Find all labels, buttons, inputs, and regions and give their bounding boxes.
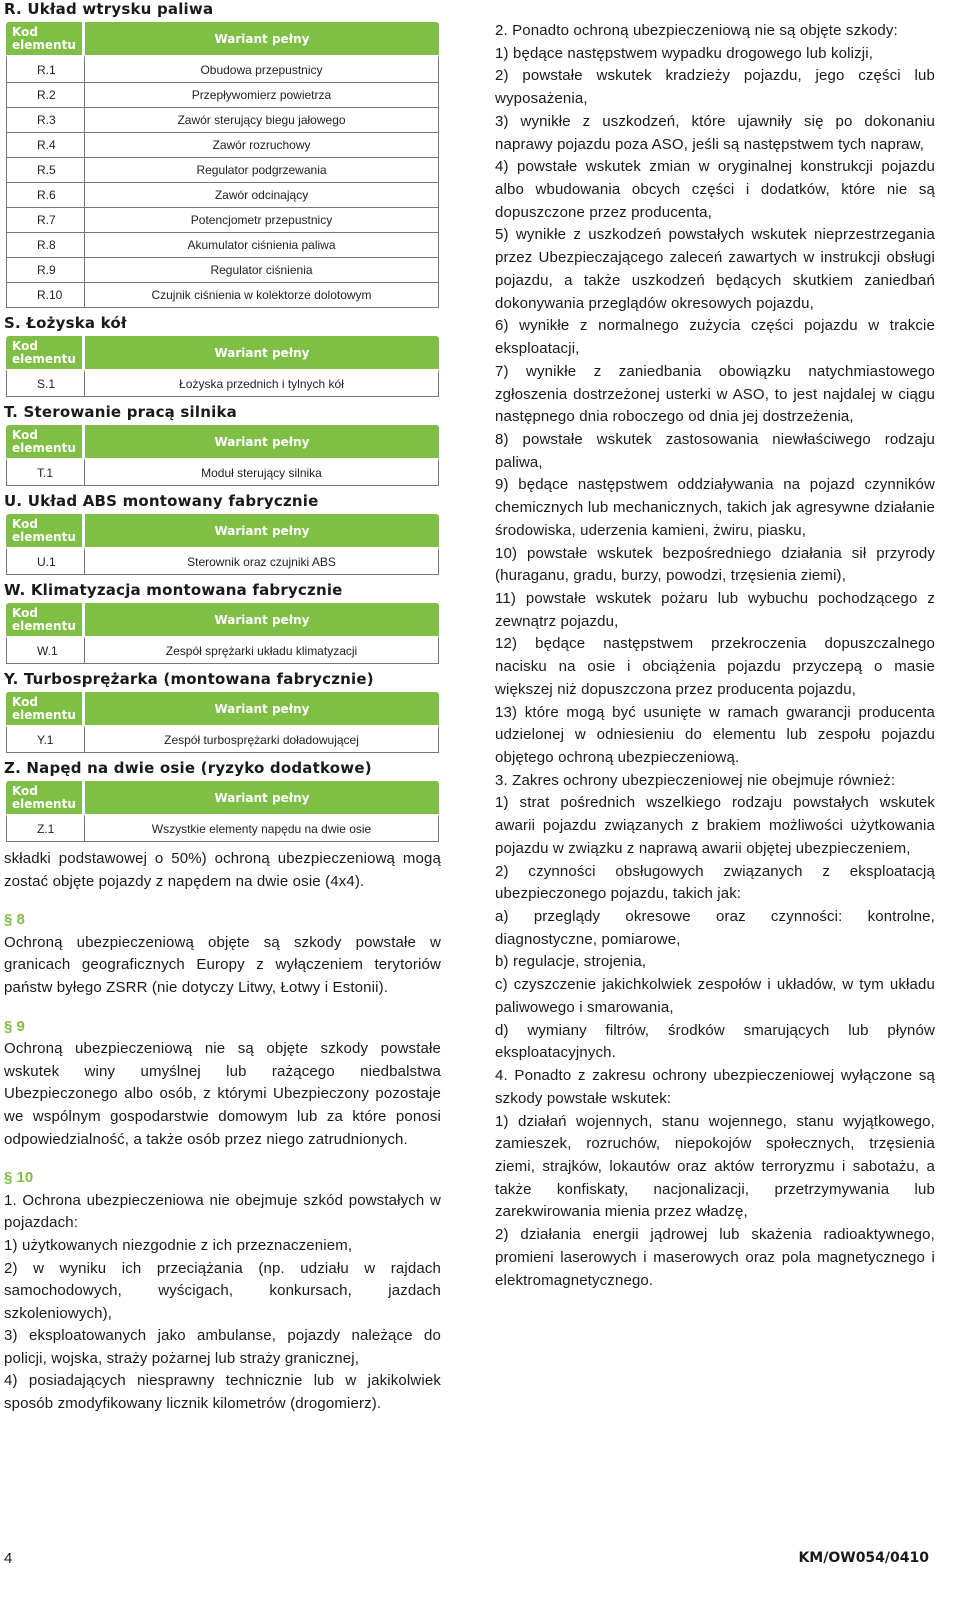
element-name: Regulator podgrzewania (85, 158, 439, 183)
element-code: R.8 (6, 233, 85, 258)
clause-item: 2) powstałe wskutek kradzieży pojazdu, jego części lub wyposażenia, (495, 67, 935, 108)
element-name: Zespół sprężarki układu klimatyzacji (85, 636, 439, 664)
section-title: Z. Napęd na dwie osie (ryzyko dodatkowe) (4, 759, 372, 777)
table-row (6, 547, 439, 575)
element-name: Regulator ciśnienia (85, 258, 439, 283)
clause-item: 4) powstałe wskutek zmian w oryginalnej konstrukcji pojazdu albo wbudowania obcych części i dodatków, które nie są dopuszczone przez producenta, (495, 158, 935, 221)
element-name: Zawór rozruchowy (85, 133, 439, 158)
table-row (6, 458, 439, 486)
element-name: Akumulator ciśnienia paliwa (85, 233, 439, 258)
table-header-row (6, 22, 439, 55)
element-name: Sterownik oraz czujniki ABS (85, 547, 439, 575)
section-8-symbol: § 8 (4, 911, 25, 929)
section-title: Y. Turbosprężarka (montowana fabrycznie) (4, 670, 374, 688)
table-header-row (6, 336, 439, 369)
element-code: R.2 (6, 83, 85, 108)
variant-table (6, 603, 439, 664)
element-code: Z.1 (6, 814, 85, 842)
element-name: Moduł sterujący silnika (85, 458, 439, 486)
clause-item: 12) będące następstwem przekroczenia dopuszczalnego nacisku na osie i obciążenia pojazdu przyczepą o masie większej niż dopuszczona przez producenta pojazdu, (495, 635, 935, 698)
variant-table (6, 425, 439, 486)
element-name: Wszystkie elementy napędu na dwie osie (85, 814, 439, 842)
variant-table (6, 692, 439, 753)
table-row (6, 725, 439, 753)
table-row (6, 55, 439, 83)
table-header-row (6, 514, 439, 547)
table-row (6, 183, 439, 208)
element-code: R.4 (6, 133, 85, 158)
element-code: R.7 (6, 208, 85, 233)
section-10-item: 1. Ochrona ubezpieczeniowa nie obejmuje szkód powstałych w pojazdach: (4, 1191, 441, 1232)
section-10-list (4, 1190, 441, 1416)
variant-table (6, 336, 439, 397)
element-name: Zawór odcinający (85, 183, 439, 208)
clause-item: b) regulacje, strojenia, (495, 953, 647, 971)
header-code: Kod elementu (6, 22, 85, 55)
clause-item: 9) będące następstwem oddziaływania na pojazd czynników chemicznych lub mechanicznych, takich jak agresywne działanie środowiska, uderzenia kamieni, żwiru, piasku, (495, 476, 935, 539)
clause-item: 6) wynikłe z normalnego zużycia części pojazdu w trakcie eksploatacji, (495, 317, 935, 358)
header-variant: Wariant pełny (85, 781, 439, 814)
header-variant: Wariant pełny (85, 425, 439, 458)
clause-item: 13) które mogą być usunięte w ramach gwarancji producenta udzielonej w odniesieniu do elementu lub zespołu pojazdu objętego ochroną ubezpieczeniową. (495, 703, 935, 766)
element-code: R.6 (6, 183, 85, 208)
left-text (4, 848, 441, 1416)
tables-container (4, 0, 441, 842)
header-variant: Wariant pełny (85, 603, 439, 636)
element-code: Y.1 (6, 725, 85, 753)
element-name: Zawór sterujący biegu jałowego (85, 108, 439, 133)
clause-item: c) czyszczenie jakichkolwiek zespołów i układów, w tym układu paliwowego i smarowania, (495, 976, 935, 1016)
table-row (6, 369, 439, 397)
header-code: Kod elementu (6, 336, 85, 369)
element-name: Czujnik ciśnienia w kolektorze dolotowym (85, 283, 439, 308)
clause-item: 4. Ponadto z zakresu ochrony ubezpieczeniowej wyłączone są szkody powstałe wskutek: (495, 1067, 935, 1107)
left-column (4, 0, 441, 1416)
variant-table (6, 781, 439, 842)
table-header-row (6, 425, 439, 458)
table-row (6, 208, 439, 233)
element-name: Zespół turbosprężarki doładowującej (85, 725, 439, 753)
clause-item: 3. Zakres ochrony ubezpieczeniowej nie obejmuje również: (495, 771, 896, 789)
element-code: R.9 (6, 258, 85, 283)
table-row (6, 233, 439, 258)
table-row (6, 636, 439, 664)
element-name: Potencjometr przepustnicy (85, 208, 439, 233)
clause-item: a) przeglądy okresowe oraz czynności: kontrolne, diagnostyczne, pomiarowe, (495, 908, 935, 948)
table-row (6, 108, 439, 133)
clause-item: 10) powstałe wskutek bezpośredniego działania sił przyrody (huraganu, gradu, burzy, powodzi, trzęsienia ziemi), (495, 544, 935, 585)
section-8-text: Ochroną ubezpieczeniową objęte są szkody powstałe w granicach geograficznych Europy z wyłączeniem terytoriów państw byłego ZSRR (nie dotyczy Litwy, Łotwy i Estonii). (4, 933, 441, 996)
clause-item: 1) strat pośrednich wszelkiego rodzaju powstałych wskutek awarii pojazdu związanych z brakiem możliwości użytkowania pojazdu w związku z naprawą awarii objętej ubezpieczeniem, (495, 794, 935, 857)
table-row (6, 133, 439, 158)
element-name: Łożyska przednich i tylnych kół (85, 369, 439, 397)
section-10-symbol: § 10 (4, 1169, 34, 1187)
element-code: S.1 (6, 369, 85, 397)
header-variant: Wariant pełny (85, 22, 439, 55)
clause-item: 11) powstałe wskutek pożaru lub wybuchu pochodzącego z zewnątrz pojazdu, (495, 589, 935, 630)
header-code: Kod elementu (6, 781, 85, 814)
clause-item: 2) czynności obsługowych związanych z eksploatacją ubezpieczonego pojazdu, takich jak: (495, 862, 935, 903)
right-column (495, 20, 935, 1292)
document-code: KM/OW054/0410 (798, 1550, 929, 1566)
header-code: Kod elementu (6, 692, 85, 725)
section-10-item: 1) użytkowanych niezgodnie z ich przeznaczeniem, (4, 1236, 353, 1254)
element-code: W.1 (6, 636, 85, 664)
header-code: Kod elementu (6, 425, 85, 458)
variant-table (6, 22, 439, 308)
element-code: R.3 (6, 108, 85, 133)
header-code: Kod elementu (6, 514, 85, 547)
table-row (6, 158, 439, 183)
section-9-text: Ochroną ubezpieczeniową nie są objęte szkody powstałe wskutek winy umyślnej lub rażącego niedbalstwa Ubezpieczonego albo osób, z którymi Ubezpieczony pozostaje we wspólnym gospodarstwie domowym lub za które ponosi odpowiedzialność, a także osób przez niego zatrudnionych. (4, 1040, 441, 1148)
clause-item: 1) działań wojennych, stanu wojennego, stanu wyjątkowego, zamieszek, rozruchów, niepokojów społecznych, trzęsienia ziemi, strajków, lokautów oraz aktów terroryzmu i sabotażu, a także konfiskaty, nacjonalizacji, przetrzymywania lub zarekwirowania mienia przez władzę, (495, 1112, 935, 1221)
clause-item: 1) będące następstwem wypadku drogowego lub kolizji, (495, 44, 874, 62)
element-name: Przepływomierz powietrza (85, 83, 439, 108)
table-header-row (6, 603, 439, 636)
clause-item: d) wymiany filtrów, środków smarujących lub płynów eksploatacyjnych. (495, 1021, 935, 1062)
section-title: U. Układ ABS montowany fabrycznie (4, 492, 319, 510)
section-9-symbol: § 9 (4, 1017, 25, 1035)
clause-item: 5) wynikłe z uszkodzeń powstałych wskutek nieprzestrzegania przez Ubezpieczającego zaleceń zawartych w instrukcji obsługi pojazdu, a także uszkodzeń będących skutkiem zaniedbań dokonywania przeglądów okresowych pojazdu, (495, 226, 935, 312)
table-header-row (6, 781, 439, 814)
table-row (6, 814, 439, 842)
header-variant: Wariant pełny (85, 514, 439, 547)
table-row (6, 283, 439, 308)
section-10-item: 4) posiadających niesprawny technicznie lub w jakikolwiek sposób zmodyfikowany licznik kilometrów (drogomierz). (4, 1372, 441, 1413)
header-code: Kod elementu (6, 603, 85, 636)
section-title: R. Układ wtrysku paliwa (4, 0, 214, 18)
section-title: W. Klimatyzacja montowana fabrycznie (4, 581, 343, 599)
table-header-row (6, 692, 439, 725)
variant-table (6, 514, 439, 575)
clause-item: 7) wynikłe z zaniedbania obowiązku natychmiastowego zgłoszenia dostrzeżonej usterki w ASO, to jest najdalej w ciągu następnego dnia roboczego od dnia jej dostrzeżenia, (495, 362, 935, 426)
table-row (6, 258, 439, 283)
continuation-paragraph: składki podstawowej o 50%) ochroną ubezpieczeniową mogą zostać objęte pojazdy z napędem na dwie osie (4x4). (4, 850, 441, 890)
element-name: Obudowa przepustnicy (85, 55, 439, 83)
table-row (6, 83, 439, 108)
header-variant: Wariant pełny (85, 336, 439, 369)
element-code: R.10 (6, 283, 85, 308)
header-variant: Wariant pełny (85, 692, 439, 725)
clause-item: 3) wynikłe z uszkodzeń, które ujawniły się po dokonaniu naprawy pojazdu poza ASO, jeśli są następstwem tych napraw, (495, 112, 935, 153)
element-code: U.1 (6, 547, 85, 575)
clause-item: 8) powstałe wskutek zastosowania niewłaściwego rodzaju paliwa, (495, 430, 935, 471)
clause-item: 2) działania energii jądrowej lub skażenia radioaktywnego, promieni laserowych i maserowych oraz pola magnetycznego i elektromagnetycznego. (495, 1226, 935, 1289)
section-title: S. Łożyska kół (4, 314, 127, 332)
element-code: T.1 (6, 458, 85, 486)
clause-item: 2. Ponadto ochroną ubezpieczeniową nie są objęte szkody: (495, 22, 898, 39)
section-title: T. Sterowanie pracą silnika (4, 403, 237, 421)
element-code: R.5 (6, 158, 85, 183)
page-number: 4 (4, 1550, 13, 1567)
section-10-item: 2) w wyniku ich przeciążania (np. udziału w rajdach samochodowych, wyścigach, konkursach, jazdach szkoleniowych), (4, 1259, 441, 1322)
section-10-item: 3) eksploatowanych jako ambulanse, pojazdy należące do policji, wojska, straży pożarnej lub straży granicznej, (4, 1327, 441, 1367)
element-code: R.1 (6, 55, 85, 83)
